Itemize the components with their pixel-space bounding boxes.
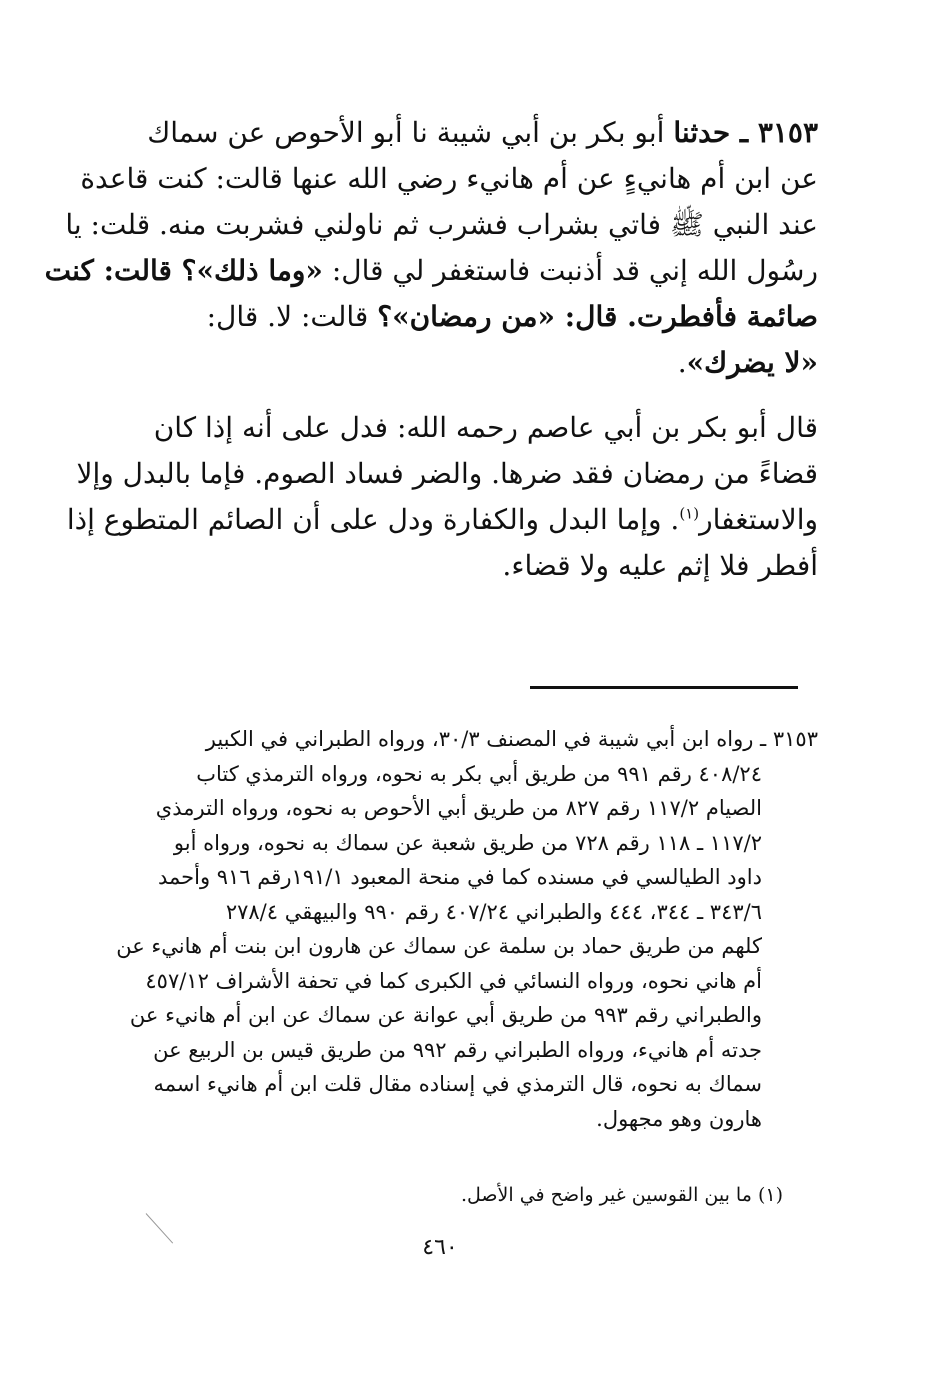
hadith-line-6-bold: «لا يضرك» bbox=[686, 346, 818, 379]
hadith-line-5-bold: صائمة فأفطرت. قال: «من رمضان»؟ bbox=[377, 300, 818, 333]
hadith-line-5-plain: قالت: لا. قال: bbox=[206, 300, 378, 333]
page-number: ٤٦٠ bbox=[422, 1235, 458, 1260]
commentary-line-3-b: . وإما البدل والكفارة ودل على أن الصائم المتطوع إذا bbox=[66, 503, 680, 536]
footnote-line: ٣١٥٣ ـ رواه ابن أبي شيبة في المصنف ٣٠/٣، ورواه الطبراني في الكبير bbox=[205, 727, 818, 751]
hadith-line-4-bold: «وما ذلك»؟ قالت: كنت bbox=[44, 254, 323, 287]
hadith-dash: ـ bbox=[730, 116, 758, 149]
footnote-line: داود الطيالسي في مسنده كما في منحة المعبود ١٩١/١رقم ٩١٦ وأحمد bbox=[157, 865, 762, 889]
commentary-line-3-a: والاستغفار bbox=[699, 503, 818, 536]
hadith-line-5 bbox=[118, 294, 818, 340]
commentary-line-1: قال أبو بكر بن أبي عاصم رحمه الله: فدل على أنه إذا كان bbox=[153, 411, 818, 444]
commentary-line-2: قضاءً من رمضان فقد ضرها. والضر فساد الصوم. فإما بالبدل وإلا bbox=[76, 457, 818, 490]
hadith-line-4-plain: رسُول الله إني قد أذنبت فاستغفر لي قال: bbox=[322, 254, 818, 287]
footnote-separator bbox=[530, 686, 798, 689]
footnote-line: ٣٤٣/٦ ـ ٣٤٤، ٤٤٤ والطبراني ٤٠٧/٢٤ رقم ٩٩٠ والبيهقي ٢٧٨/٤ bbox=[225, 899, 762, 924]
hadith-line-3: عند النبي ﷺ فاتي بشراب فشرب ثم ناولني فشربت منه. قلت: يا bbox=[65, 208, 818, 241]
hadith-number: ٣١٥٣ bbox=[757, 116, 818, 149]
hadith-line-1-rest: أبو بكر بن أبي شيبة نا أبو الأحوص عن سماك bbox=[147, 116, 674, 149]
editor-note: (١) ما بين القوسين غير واضح في الأصل. bbox=[461, 1184, 783, 1206]
hadith-lead: حدثنا bbox=[673, 116, 731, 149]
hadith-line-6-end: . bbox=[677, 346, 687, 379]
hadith-line-4 bbox=[44, 248, 818, 294]
hadith-line-1 bbox=[118, 110, 818, 156]
footnote-block bbox=[118, 722, 818, 1136]
commentary-line-3 bbox=[66, 497, 818, 543]
hadith-text bbox=[44, 110, 818, 386]
footnote-line: ٤٠٨/٢٤ رقم ٩٩١ من طريق أبي بكر به نحوه، ورواه الترمذي كتاب bbox=[196, 761, 762, 786]
commentary-line-4: أفطر فلا إثم عليه ولا قضاء. bbox=[502, 549, 818, 582]
footnote-line: أم هاني نحوه، ورواه النسائي في الكبرى كما في تحفة الأشراف ٤٥٧/١٢ bbox=[145, 968, 762, 993]
footnote-line: هارون وهو مجهول. bbox=[596, 1106, 762, 1131]
footnote-line: ١١٧/٢ ـ ١١٨ رقم ٧٢٨ من طريق شعبة عن سماك به نحوه، ورواه أبو bbox=[173, 830, 762, 855]
footnote-line: كلهم من طريق حماد بن سلمة عن سماك عن هارون ابن بنت أم هانيء عن bbox=[116, 934, 762, 958]
footnote-marker: (١) bbox=[679, 504, 700, 523]
footnote-line: والطبراني رقم ٩٩٣ من طريق أبي عوانة عن سماك عن ابن أم هانيء عن bbox=[129, 1003, 762, 1027]
scan-mark bbox=[146, 1213, 174, 1243]
commentary-text bbox=[66, 405, 818, 589]
hadith-line-6 bbox=[118, 340, 818, 386]
hadith-line-2: عن ابن أم هانيءٍ عن أم هانيء رضي الله عنها قالت: كنت قاعدة bbox=[80, 162, 818, 195]
footnote-line: جدته أم هانيء، ورواه الطبراني رقم ٩٩٢ من طريق قيس بن الربيع عن bbox=[153, 1037, 762, 1062]
footnote-line: الصيام ١١٧/٢ رقم ٨٢٧ من طريق أبي الأحوص به نحوه، ورواه الترمذي bbox=[155, 796, 762, 820]
footnote-line: سماك به نحوه، قال الترمذي في إسناده مقال قلت ابن أم هانيء اسمه bbox=[153, 1072, 762, 1096]
